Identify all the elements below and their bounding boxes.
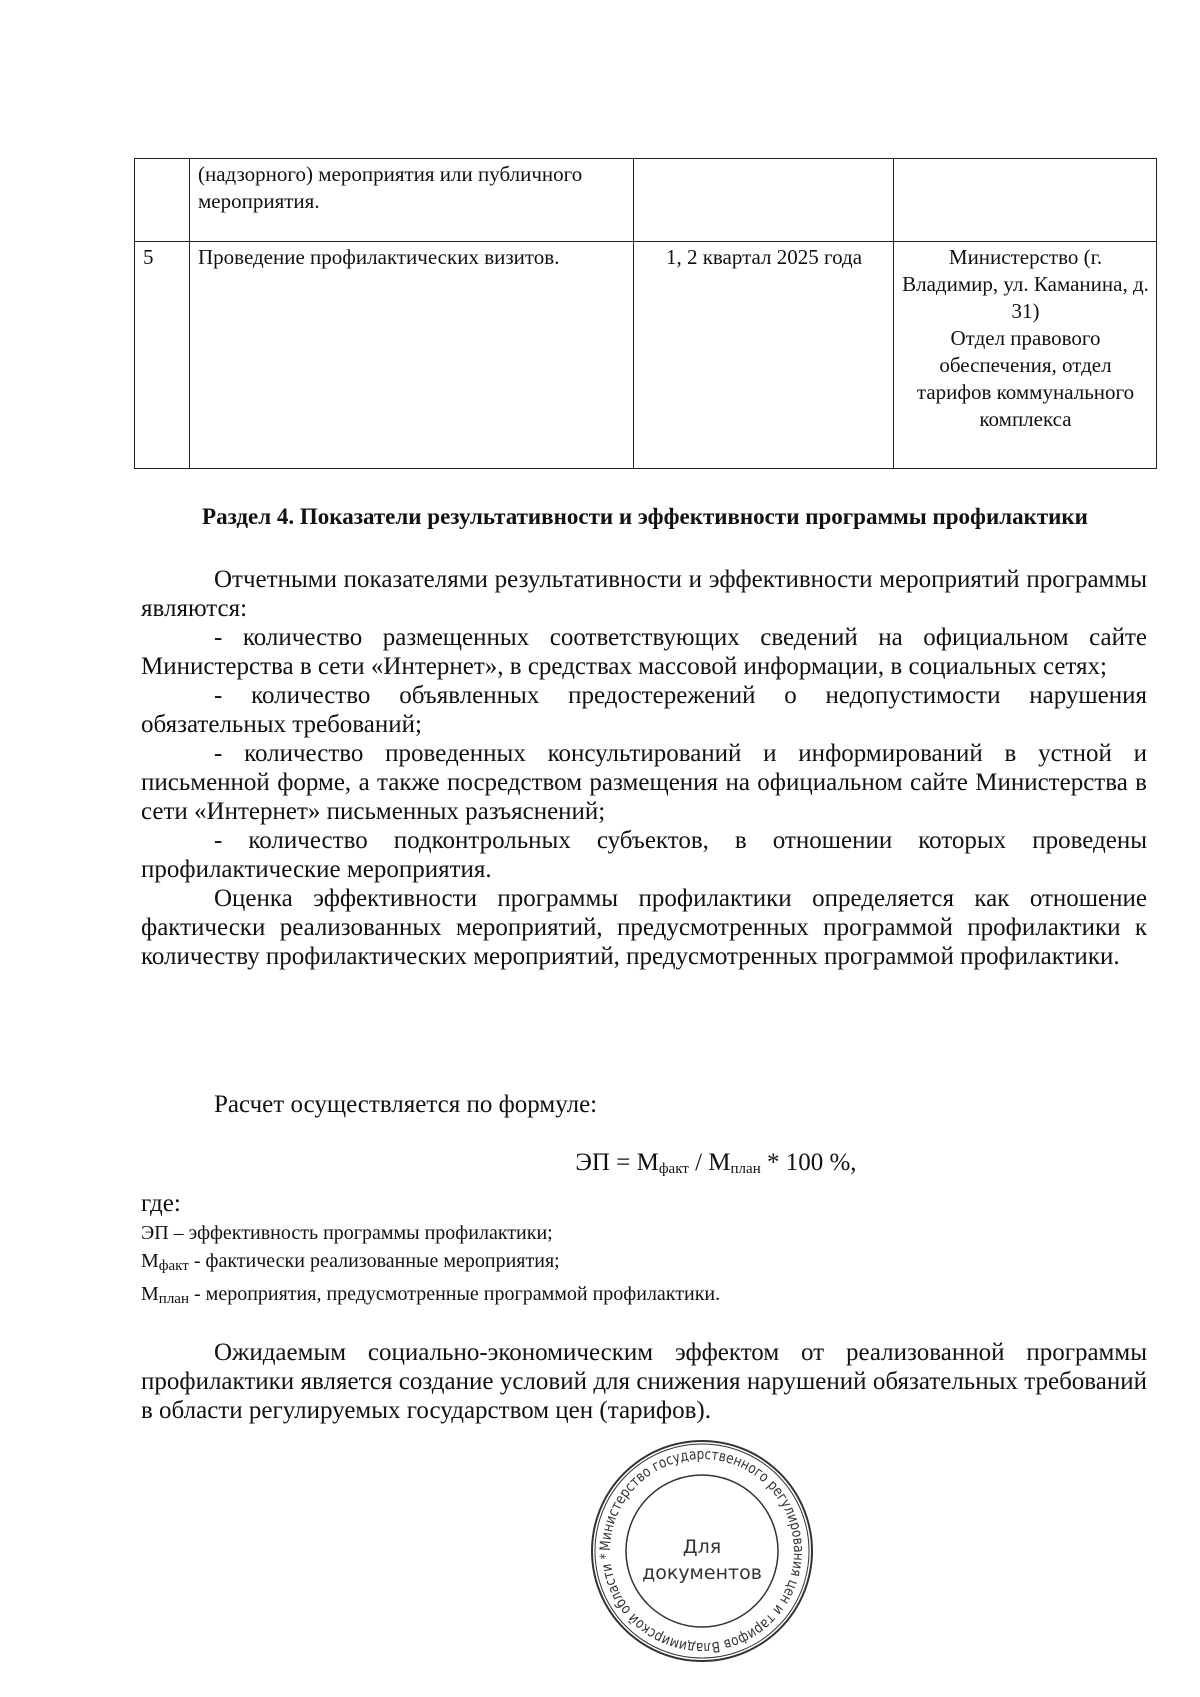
- legend-m-fact-text: - фактически реализованные мероприятия;: [188, 1250, 560, 1272]
- formula-rhs: * 100 %,: [760, 1149, 857, 1176]
- seal-center-label: [640, 1534, 764, 1586]
- table-row: [135, 159, 1157, 242]
- legend-m-letter: М: [141, 1283, 159, 1305]
- legend-m-fact: [141, 1247, 720, 1280]
- responsible-cell: [894, 242, 1157, 469]
- formula-legend: [141, 1219, 720, 1313]
- section-title: Раздел 4. Показатели результативности и эффективности программы профилактики: [202, 504, 1088, 529]
- timing-cell: [634, 159, 894, 242]
- activities-table: [134, 158, 1157, 469]
- legend-m-plan-text: - мероприятия, предусмотренные программой профилактики.: [189, 1283, 721, 1305]
- seal-ring-textpath: Министерство государственного регулирования цен и тарифов Владимирской области *: [597, 1446, 807, 1656]
- indicators-block: [141, 565, 1147, 971]
- legend-ep: ЭП – эффективность программы профилактики;: [141, 1222, 553, 1244]
- formula-mid: / М: [688, 1149, 731, 1176]
- legend-m-plan-sub: план: [158, 1291, 189, 1307]
- where-label: где:: [141, 1190, 181, 1217]
- calc-intro-block: [141, 1090, 1147, 1119]
- calc-intro: Расчет осуществляется по формуле:: [214, 1091, 598, 1118]
- timing-cell: 1, 2 квартал 2025 года: [634, 242, 894, 469]
- legend-m-plan: [141, 1280, 720, 1313]
- responsible-cell: [894, 159, 1157, 242]
- expected-effect-block: [141, 1338, 1147, 1425]
- legend-m-letter: М: [141, 1250, 159, 1272]
- formula-sub-fact: факт: [658, 1161, 689, 1177]
- activity-cell: Проведение профилактических визитов.: [190, 242, 634, 469]
- activity-cell: (надзорного) мероприятия или публичного мероприятия.: [190, 159, 634, 242]
- formula-lhs: ЭП = М: [575, 1149, 659, 1176]
- expected-effect-paragraph: Ожидаемым социально-экономическим эффектом от реализованной программы профилактики является создание условий для снижения нарушений обязательных требований в области регулируемых государством цен (тарифов).: [141, 1339, 1147, 1424]
- legend-m-fact-sub: факт: [158, 1258, 189, 1274]
- indicator-item: - количество подконтрольных субъектов, в отношении которых проведены профилактические мероприятия.: [141, 827, 1147, 883]
- indicator-item: - количество объявленных предостережений о недопустимости нарушения обязательных требований;: [141, 682, 1147, 738]
- seal-center-line1: Для: [682, 1536, 722, 1558]
- table-row: [135, 242, 1157, 469]
- indicator-item: - количество проведенных консультирований и информирований в устной и письменной форме, а также посредством размещения на официальном сайте Министерства в сети «Интернет» письменных разъяснений;: [141, 740, 1147, 825]
- responsible-departments: Отдел правового обеспечения, отдел тарифов коммунального комплекса: [916, 326, 1135, 431]
- evaluation-paragraph: Оценка эффективности программы профилактики определяется как отношение фактически реализованных мероприятий, предусмотренных программой профилактики к количеству профилактических мероприятий, предусмотренных программой профилактики.: [141, 885, 1147, 970]
- responsible-ministry: Министерство (г. Владимир, ул. Каманина, д. 31): [902, 245, 1149, 323]
- formula-sub-plan: план: [730, 1161, 761, 1177]
- seal-center-line2: документов: [642, 1562, 762, 1584]
- intro-paragraph: Отчетными показателями результативности и эффективности мероприятий программы являются:: [141, 566, 1147, 622]
- formula: [0, 1148, 1200, 1184]
- row-number-cell: 5: [135, 242, 190, 469]
- row-number-cell: [135, 159, 190, 242]
- indicator-item: - количество размещенных соответствующих сведений на официальном сайте Министерства в сети «Интернет», в средствах массовой информации, в социальных сетях;: [141, 624, 1147, 680]
